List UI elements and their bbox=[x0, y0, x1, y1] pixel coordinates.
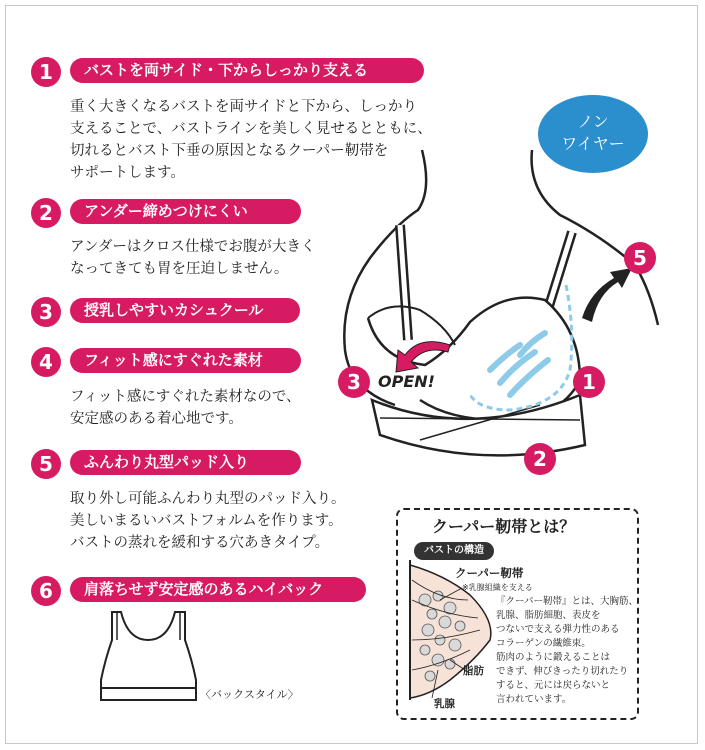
illustration-marker-3: 3 bbox=[338, 366, 370, 398]
feature-body-1: 重く大きくなるバストを両サイドと下から、しっかり 支えることで、バストラインを美しく見せるとともに、 切れるとバスト下垂の原因となるクーパー靭帯を サポートします。 bbox=[70, 99, 432, 181]
illustration-marker-2: 2 bbox=[524, 443, 556, 475]
open-label: OPEN! bbox=[378, 372, 435, 391]
feature-number-5: 5 bbox=[31, 449, 61, 479]
cooper-ligament-label: クーパー靭帯 bbox=[455, 566, 524, 580]
illustration-marker-5: 5 bbox=[624, 242, 656, 274]
cooper-ligament-description: 『クーパー靭帯』とは、大胸筋、 乳腺、脂肪細胞、表皮を つないで支える弾力性のある コラーゲンの繊維束。 筋肉のように鍛えることは できず、伸びきったり切れたり すると、元には戻らないと 言われています。 bbox=[496, 596, 639, 705]
mammary-gland-label: 乳腺 bbox=[434, 698, 455, 710]
feature-title-5: ふんわり丸型パッド入り bbox=[70, 450, 301, 475]
feature-number-2: 2 bbox=[31, 198, 61, 228]
feature-body-4: フィット感にすぐれた素材なので、 安定感のある着心地です。 bbox=[70, 389, 301, 427]
feature-number-3: 3 bbox=[31, 297, 61, 327]
illustration-marker-1: 1 bbox=[573, 366, 605, 398]
cooper-ligament-title: クーパー靭帯とは？ bbox=[432, 517, 576, 536]
back-style-label: 〈バックスタイル〉 bbox=[200, 688, 299, 701]
non-wire-badge: ノン ワイヤー bbox=[538, 95, 648, 173]
feature-body-5: 取り外し可能ふんわり丸型のパッド入り。 美しいまるいバストフォルムを作ります。 バストの蒸れを緩和する穴あきタイプ。 bbox=[70, 491, 346, 551]
bust-structure-tag: バストの構造 bbox=[414, 542, 494, 560]
feature-title-3: 授乳しやすいカシュクール bbox=[70, 298, 300, 323]
feature-title-4: フィット感にすぐれた素材 bbox=[70, 348, 301, 373]
cooper-ligament-sub: ※乳腺組織を支える bbox=[462, 583, 533, 592]
fat-label: 脂肪 bbox=[463, 665, 484, 677]
feature-title-2: アンダー締めつけにくい bbox=[70, 199, 301, 224]
feature-number-1: 1 bbox=[31, 57, 61, 87]
feature-number-4: 4 bbox=[31, 347, 61, 377]
feature-number-6: 6 bbox=[31, 576, 61, 606]
feature-title-6: 肩落ちせず安定感のあるハイバック bbox=[70, 577, 366, 602]
feature-title-1: バストを両サイド・下からしっかり支える bbox=[70, 58, 424, 83]
feature-body-2: アンダーはクロス仕様でお腹が大きく なってきても胃を圧迫しません。 bbox=[70, 239, 316, 277]
